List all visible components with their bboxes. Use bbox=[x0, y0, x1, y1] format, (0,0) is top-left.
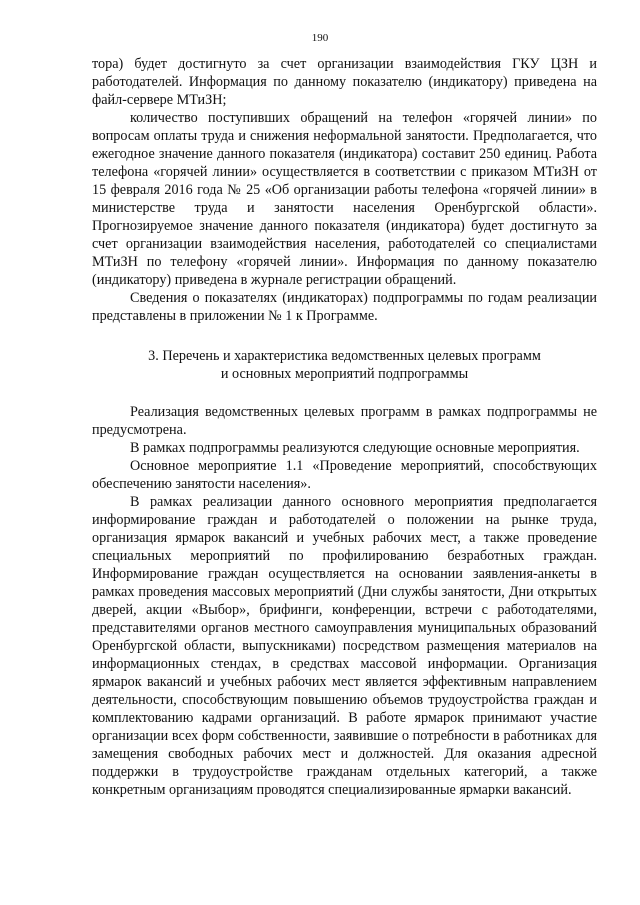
document-body bbox=[92, 55, 597, 799]
section-heading bbox=[92, 347, 597, 383]
paragraph-activity-1-1: Основное мероприятие 1.1 «Проведение мероприятий, способствующих обеспечению занятости населения». bbox=[92, 458, 597, 492]
paragraph-indicators-info: Сведения о показателях (индикаторах) подпрограммы по годам реализации представлены в приложении № 1 к Программе. bbox=[92, 290, 597, 324]
page-number: 190 bbox=[311, 32, 329, 44]
paragraph-target-programs: Реализация ведомственных целевых программ в рамках подпрограммы не предусмотрена. bbox=[92, 404, 597, 438]
section-heading-line-1: 3. Перечень и характеристика ведомственных целевых программ bbox=[148, 348, 541, 364]
paragraph-hotline-indicator: количество поступивших обращений на телефон «горячей линии» по вопросам оплаты труда и снижения неформальной занятости. Предполагается, что ежегодное значение данного показателя (индикатора) составит 250 единиц. Работа телефона «горячей линии» осуществляется в соответствии с приказом МТиЗН от 15 февраля 2016 года № 25 «Об организации работы телефона «горячей линии» в министерстве труда и занятости населения Оренбургской области». Прогнозируемое значение данного показателя (индикатора) будет достигнуто за счет организации взаимодействия населения, работодателей со специалистами МТиЗН по телефону «горячей линии». Информация по данному показателю (индикатору) приведена в журнале регистрации обращений. bbox=[92, 110, 597, 288]
section-heading-line-2: и основных мероприятий подпрограммы bbox=[220, 366, 469, 382]
paragraph-main-activities: В рамках подпрограммы реализуются следующие основные мероприятия. bbox=[130, 440, 580, 456]
paragraph-continuation: тора) будет достигнуто за счет организации взаимодействия ГКУ ЦЗН и работодателей. Информация по данному показателю (индикатору) приведена на файл-сервере МТиЗН; bbox=[92, 56, 597, 108]
paragraph-activity-description: В рамках реализации данного основного мероприятия предполагается информирование граждан и работодателей о положении на рынке труда, организация ярмарок вакансий и учебных рабочих мест, а также проведение специальных мероприятий по профилированию безработных граждан. Информирование граждан осуществляется на основании заявления-анкеты в рамках проведения массовых мероприятий (Дни службы занятости, Дни открытых дверей, акции «Выбор», брифинги, конференции, встречи с работодателями, представителями органов местного самоуправления муниципальных образований Оренбургской области, выпускниками) посредством размещения материалов на информационных стендах, в средствах массовой информации. Организация ярмарок вакансий и учебных рабочих мест является эффективным направлением деятельности, способствующим повышению объемов трудоустройства граждан и комплектованию кадрами организаций. В работе ярмарок принимают участие организации всех форм собственности, заявившие о потребности в работниках для замещения свободных рабочих мест и должностей. Для оказания адресной поддержки в трудоустройстве гражданам отдельных категорий, а также конкретным организациям проводятся специализированные ярмарки вакансий. bbox=[92, 494, 597, 798]
